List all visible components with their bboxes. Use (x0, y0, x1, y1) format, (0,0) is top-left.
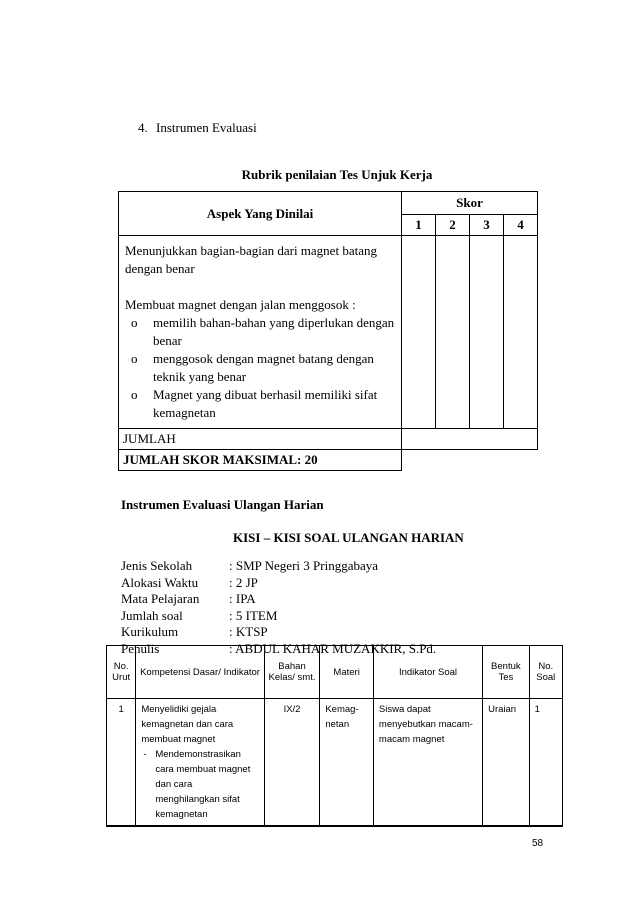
max-score-label: JUMLAH SKOR MAKSIMAL: 20 (119, 450, 402, 471)
section-title: Instrumen Evaluasi (156, 120, 257, 135)
aspect-2-item: o Magnet yang dibuat berhasil memiliki sifat kemagnetan (131, 387, 378, 420)
score-cell (436, 236, 470, 429)
cell-kd: Menyelidiki gejala kemagnetan dan cara membuat magnet - Mendemonstrasikan cara membuat magnet dan cara menghilangkan sifat kemagnetan (136, 699, 264, 827)
score-level-4: 4 (504, 215, 538, 236)
table-row (107, 699, 563, 827)
aspect-2-list (125, 314, 395, 422)
aspect-2-item: o memilih bahan-bahan yang diperlukan dengan benar (131, 315, 395, 348)
info-block (121, 558, 436, 657)
cell-materi: Kemag-netan (320, 699, 374, 827)
score-level-3: 3 (470, 215, 504, 236)
info-row: Mata Pelajaran : IPA (121, 591, 256, 606)
cell-bentuk: Uraian (483, 699, 530, 827)
info-row: Penulis : ABDUL KAHAR MUZAKKIR, S.Pd. (121, 640, 437, 656)
info-row: Jumlah soal : 5 ITEM (121, 607, 278, 623)
info-row: Jenis Sekolah : SMP Negeri 3 Pringgabaya (121, 558, 378, 573)
total-value-cell (402, 429, 538, 450)
rubric-table (118, 191, 538, 471)
rubric-header-aspect: Aspek Yang Dinilai (119, 192, 402, 236)
kisi-table (106, 645, 563, 827)
score-cell (470, 236, 504, 429)
aspect-2-intro: Membuat magnet dengan jalan menggosok : (125, 297, 356, 312)
kd-sub-item: - Mendemonstrasikan cara membuat magnet dan cara menghilangkan sifat kemagnetan (143, 749, 251, 820)
rubric-header-score: Skor (402, 192, 538, 215)
rubric-aspects-cell (119, 236, 402, 429)
bullet-icon: o (131, 351, 138, 366)
page-number: 58 (532, 838, 544, 849)
header-kd: Kompetensi Dasar/ Indikator (136, 646, 264, 699)
bullet-icon: o (131, 315, 138, 330)
header-no: No. Urut (107, 646, 136, 699)
rubric-title: Rubrik penilaian Tes Unjuk Kerja (241, 167, 433, 182)
score-cell (504, 236, 538, 429)
score-level-2: 2 (436, 215, 470, 236)
cell-no-soal: 1 (529, 699, 562, 827)
kisi-title: KISI – KISI SOAL ULANGAN HARIAN (233, 530, 464, 545)
header-bentuk: Bentuk Tes (483, 646, 530, 699)
header-materi: Materi (320, 646, 374, 699)
bullet-icon: o (131, 387, 138, 402)
aspect-1: Menunjukkan bagian-bagian dari magnet batang dengan benar (125, 243, 377, 276)
info-row: Alokasi Waktu : 2 JP (121, 574, 258, 590)
aspect-2-item: o menggosok dengan magnet batang dengan teknik yang benar (131, 351, 374, 384)
header-bahan: Bahan Kelas/ smt. (264, 646, 320, 699)
cell-bahan: IX/2 (264, 699, 320, 827)
cell-indikator: Siswa dapat menyebutkan macam-macam magnet (373, 699, 482, 827)
total-label: JUMLAH (119, 429, 402, 450)
info-row: Kurikulum : KTSP (121, 624, 268, 639)
cell-no: 1 (107, 699, 136, 827)
section-heading (138, 120, 257, 136)
section-number: 4. (138, 120, 148, 135)
header-indikator: Indikator Soal (373, 646, 482, 699)
header-no-soal: No. Soal (529, 646, 562, 699)
score-level-1: 1 (402, 215, 436, 236)
score-cell (402, 236, 436, 429)
evaluation-heading: Instrumen Evaluasi Ulangan Harian (121, 497, 324, 512)
